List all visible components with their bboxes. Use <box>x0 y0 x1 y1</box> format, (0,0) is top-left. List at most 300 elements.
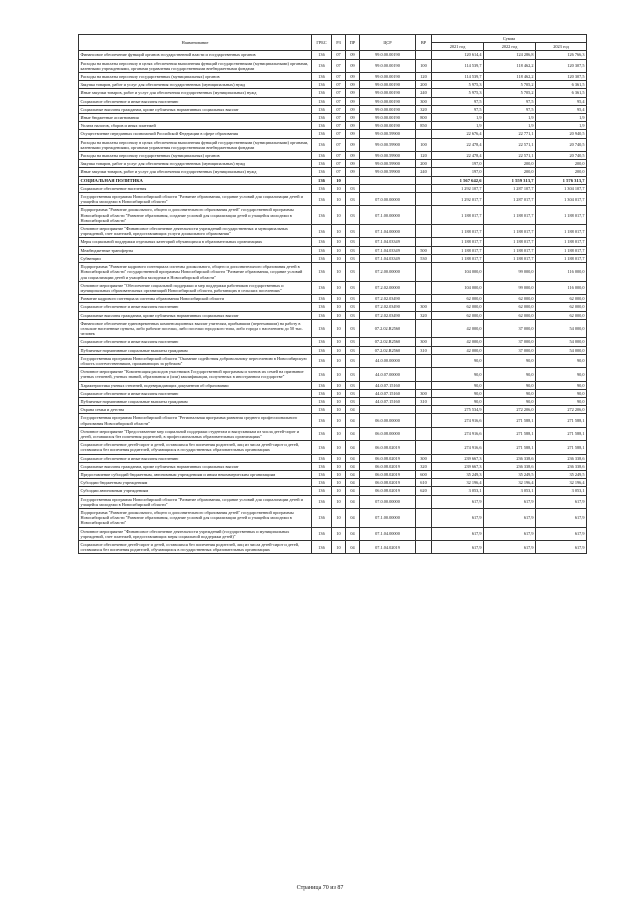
row-rz: 07 <box>332 97 346 105</box>
row-name: Основное мероприятие "Финансовое обеспечение деятельности учреждений (государственных и муниципальных учреждений, счет платежей, предоставляющих меры социальной поддержки детей)" <box>79 527 312 540</box>
row-sum-2023: 1,9 <box>536 114 587 122</box>
row-grbs: 136 <box>312 462 332 470</box>
row-vr <box>416 238 432 246</box>
row-sum-2022: 236 338,6 <box>484 454 536 462</box>
row-sum-2021: 22 478,4 <box>432 138 484 151</box>
row-sum-2023: 1 576 313,7 <box>536 176 587 184</box>
row-vr: 240 <box>416 89 432 97</box>
row-rz: 10 <box>332 295 346 303</box>
row-sum-2022: 1 188 017,7 <box>484 246 536 254</box>
row-grbs: 136 <box>312 495 332 508</box>
row-pr: 03 <box>346 381 360 389</box>
row-rz: 10 <box>332 281 346 294</box>
row-csr <box>360 406 416 414</box>
row-vr: 320 <box>416 311 432 319</box>
table-row <box>79 479 587 487</box>
row-sum-2023: 120 307,5 <box>536 59 587 72</box>
table-row <box>79 152 587 160</box>
row-sum-2022: 97,5 <box>484 105 536 113</box>
row-sum-2021: 1 188 017,7 <box>432 238 484 246</box>
table-row <box>79 130 587 138</box>
row-sum-2023: 236 338,6 <box>536 454 587 462</box>
row-sum-2023: 1 304 017,7 <box>536 193 587 206</box>
row-sum-2021: 114 539,7 <box>432 73 484 81</box>
table-row <box>79 509 587 528</box>
row-pr: 09 <box>346 81 360 89</box>
header-rz: РЗ <box>332 35 346 51</box>
row-grbs: 136 <box>312 527 332 540</box>
header-name: Наименование <box>79 35 312 51</box>
row-grbs: 136 <box>312 160 332 168</box>
table-row <box>79 462 587 470</box>
row-sum-2021: 274 916,6 <box>432 441 484 454</box>
row-sum-2021: 22 676,4 <box>432 130 484 138</box>
row-sum-2022: 272 206,0 <box>484 406 536 414</box>
row-sum-2023: 116 000,0 <box>536 281 587 294</box>
table-row <box>79 59 587 72</box>
row-sum-2021: 1 292 017,7 <box>432 193 484 206</box>
row-sum-2023: 20 740,5 <box>536 138 587 151</box>
row-pr: 09 <box>346 97 360 105</box>
row-rz: 07 <box>332 59 346 72</box>
row-grbs: 136 <box>312 470 332 478</box>
row-sum-2022: 90,0 <box>484 368 536 381</box>
row-sum-2022: 37 000,0 <box>484 338 536 346</box>
row-sum-2022: 5 705,2 <box>484 81 536 89</box>
row-csr: 99.0.00.00190 <box>360 73 416 81</box>
row-csr <box>360 184 416 192</box>
row-sum-2021: 1 188 017,7 <box>432 246 484 254</box>
row-pr: 04 <box>346 462 360 470</box>
row-sum-2021: 197,0 <box>432 168 484 176</box>
row-name: Социальное обеспечение и иные выплаты населению <box>79 303 312 311</box>
row-pr: 03 <box>346 319 360 338</box>
table-row <box>79 193 587 206</box>
row-pr: 03 <box>346 246 360 254</box>
row-rz: 10 <box>332 368 346 381</box>
row-name: Публичные нормативные социальные выплаты гражданам <box>79 397 312 405</box>
row-pr: 03 <box>346 295 360 303</box>
row-grbs: 136 <box>312 138 332 151</box>
row-sum-2021: 1 567 642,6 <box>432 176 484 184</box>
row-csr: 07.1.00.00000 <box>360 509 416 528</box>
row-vr: 100 <box>416 59 432 72</box>
row-csr: 44.0.07.15160 <box>360 381 416 389</box>
table-row <box>79 138 587 151</box>
row-vr <box>416 225 432 238</box>
table-row <box>79 319 587 338</box>
row-vr <box>416 541 432 554</box>
row-rz: 10 <box>332 479 346 487</box>
row-sum-2021: 62 000,0 <box>432 295 484 303</box>
row-grbs: 136 <box>312 89 332 97</box>
row-name: Государственная программа Новосибирской области "Оказание содействия добровольному переселению в Новосибирскую область соотечественников, проживающих за рубежом" <box>79 354 312 367</box>
row-pr: 03 <box>346 206 360 225</box>
row-rz: 07 <box>332 160 346 168</box>
row-grbs: 136 <box>312 59 332 72</box>
row-name: Уплата налогов, сборов и иных платежей <box>79 122 312 130</box>
row-sum-2021: 42 000,0 <box>432 338 484 346</box>
row-grbs: 136 <box>312 509 332 528</box>
row-sum-2023: 95,4 <box>536 105 587 113</box>
row-grbs: 136 <box>312 454 332 462</box>
row-grbs: 136 <box>312 73 332 81</box>
row-pr: 09 <box>346 59 360 72</box>
row-sum-2021: 120 614,4 <box>432 51 484 59</box>
row-csr: 44.0.07.00000 <box>360 368 416 381</box>
row-vr <box>416 381 432 389</box>
row-sum-2022: 3 053,1 <box>484 487 536 495</box>
row-sum-2023: 6 361,5 <box>536 81 587 89</box>
table-row <box>79 176 587 184</box>
row-name: Иные закупки товаров, работ и услуг для обеспечения государственных (муниципальных) нужд <box>79 89 312 97</box>
row-name: Расходы на выплаты персоналу государственных (муниципальных) органов <box>79 152 312 160</box>
row-name: Подпрограмма "Развитие кадрового потенциала системы дошкольного, общего и дополнительного образования детей в Новосибирской области" государственной программы Новосибирской области "Развитие образования, создание условий для социализации детей и учащейся молодежи в Новосибирской области" <box>79 263 312 282</box>
row-sum-2023: 35 249,5 <box>536 470 587 478</box>
row-rz: 10 <box>332 414 346 427</box>
row-sum-2022: 1 188 017,7 <box>484 238 536 246</box>
row-sum-2023: 1 304 107,7 <box>536 184 587 192</box>
row-rz: 10 <box>332 495 346 508</box>
row-pr: 04 <box>346 495 360 508</box>
row-rz: 10 <box>332 319 346 338</box>
row-csr <box>360 176 416 184</box>
row-csr: 99.0.00.00190 <box>360 51 416 59</box>
row-pr: 03 <box>346 225 360 238</box>
row-grbs: 136 <box>312 193 332 206</box>
row-name: Характеристика ученых степеней, подтверждающих документов об образовании <box>79 381 312 389</box>
header-grbs: ГРБС <box>312 35 332 51</box>
row-csr: 99.0.00.00190 <box>360 81 416 89</box>
table-row <box>79 368 587 381</box>
row-name: Социальные выплаты гражданам, кроме публичных нормативных социальных выплат <box>79 105 312 113</box>
row-grbs: 136 <box>312 381 332 389</box>
row-pr: 09 <box>346 152 360 160</box>
row-grbs: 136 <box>312 168 332 176</box>
row-sum-2021: 62 000,0 <box>432 303 484 311</box>
table-row <box>79 105 587 113</box>
row-csr: 07.1.04.00000 <box>360 225 416 238</box>
row-rz: 10 <box>332 346 346 354</box>
row-grbs: 136 <box>312 281 332 294</box>
row-csr: 07.2.02.R2560 <box>360 346 416 354</box>
row-rz: 10 <box>332 176 346 184</box>
table-row <box>79 470 587 478</box>
row-sum-2021: 1 188 017,7 <box>432 225 484 238</box>
row-rz: 10 <box>332 311 346 319</box>
row-sum-2023: 126 766,3 <box>536 51 587 59</box>
row-pr: 03 <box>346 311 360 319</box>
row-vr <box>416 319 432 338</box>
row-pr: 04 <box>346 527 360 540</box>
row-csr: 06.0.08.02019 <box>360 479 416 487</box>
table-row <box>79 281 587 294</box>
row-sum-2022: 32 196,4 <box>484 479 536 487</box>
row-name: Социальные выплаты гражданам, кроме публичных нормативных социальных выплат <box>79 311 312 319</box>
row-sum-2022: 1 188 017,7 <box>484 206 536 225</box>
row-grbs: 136 <box>312 338 332 346</box>
header-year-2022: 2022 год <box>484 43 536 51</box>
row-vr <box>416 414 432 427</box>
row-csr: 99.0.00.00190 <box>360 105 416 113</box>
row-name: Основное мероприятие "Обеспечение социальной поддержки и мер поддержки работников государственных и муниципальных образовательных организаций Новосибирской области, работающих в сельских поселениях" <box>79 281 312 294</box>
row-sum-2021: 1 188 017,7 <box>432 254 484 262</box>
row-sum-2023: 62 000,0 <box>536 303 587 311</box>
row-sum-2023: 95,4 <box>536 97 587 105</box>
row-csr: 07.2.00.00000 <box>360 263 416 282</box>
row-sum-2021: 35 249,3 <box>432 470 484 478</box>
row-vr <box>416 176 432 184</box>
row-vr: 800 <box>416 114 432 122</box>
table-row <box>79 346 587 354</box>
row-pr: 04 <box>346 414 360 427</box>
row-csr: 99.0.00.59900 <box>360 168 416 176</box>
row-csr: 07.1.00.00000 <box>360 206 416 225</box>
row-pr: 03 <box>346 303 360 311</box>
row-csr: 99.0.00.00190 <box>360 59 416 72</box>
row-vr: 610 <box>416 479 432 487</box>
row-grbs: 136 <box>312 354 332 367</box>
row-rz: 10 <box>332 381 346 389</box>
row-grbs: 136 <box>312 206 332 225</box>
row-vr <box>416 368 432 381</box>
row-rz: 10 <box>332 206 346 225</box>
row-pr: 09 <box>346 114 360 122</box>
table-row <box>79 238 587 246</box>
row-rz: 10 <box>332 254 346 262</box>
row-pr: 09 <box>346 168 360 176</box>
row-grbs: 136 <box>312 479 332 487</box>
row-rz: 07 <box>332 114 346 122</box>
row-csr: 06.0.00.00000 <box>360 414 416 427</box>
row-csr: 07.1.04.02019 <box>360 541 416 554</box>
row-sum-2022: 1 287 107,7 <box>484 184 536 192</box>
row-sum-2021: 97,5 <box>432 105 484 113</box>
row-csr: 07.1.04.03349 <box>360 238 416 246</box>
row-csr: 99.0.00.59900 <box>360 130 416 138</box>
row-sum-2023: 54 000,0 <box>536 319 587 338</box>
row-pr <box>346 176 360 184</box>
row-sum-2023: 90,0 <box>536 354 587 367</box>
row-vr: 600 <box>416 470 432 478</box>
row-vr: 300 <box>416 303 432 311</box>
row-csr: 07.0.00.00000 <box>360 193 416 206</box>
row-vr: 100 <box>416 138 432 151</box>
row-sum-2023: 1 188 017,7 <box>536 206 587 225</box>
row-pr: 04 <box>346 454 360 462</box>
row-name: Иные закупки товаров, работ и услуг для обеспечения государственных (муниципальных) нужд <box>79 168 312 176</box>
row-sum-2022: 271 588,1 <box>484 414 536 427</box>
row-sum-2022: 617,9 <box>484 541 536 554</box>
row-name: Субвенции <box>79 254 312 262</box>
row-sum-2023: 3 053,1 <box>536 487 587 495</box>
table-row <box>79 441 587 454</box>
table-row <box>79 338 587 346</box>
row-vr <box>416 281 432 294</box>
row-rz: 07 <box>332 51 346 59</box>
row-sum-2022: 90,0 <box>484 381 536 389</box>
table-row <box>79 454 587 462</box>
row-sum-2023: 6 361,5 <box>536 89 587 97</box>
row-vr: 200 <box>416 160 432 168</box>
row-sum-2021: 90,0 <box>432 389 484 397</box>
row-rz: 07 <box>332 89 346 97</box>
row-sum-2021: 617,9 <box>432 495 484 508</box>
row-sum-2023: 1 188 017,7 <box>536 225 587 238</box>
row-csr: 99.0.00.00190 <box>360 122 416 130</box>
row-pr: 09 <box>346 138 360 151</box>
row-name: Основное мероприятие "Предоставление мер социальной поддержки студентам и выпускникам из числа детей-сирот и детей, оставшихся без попечения родителей, в профессиональных образовательных организациях" <box>79 427 312 440</box>
row-grbs: 136 <box>312 295 332 303</box>
row-csr: 07.2.02.03490 <box>360 311 416 319</box>
row-grbs: 136 <box>312 389 332 397</box>
row-rz: 10 <box>332 246 346 254</box>
row-sum-2022: 1 287 017,7 <box>484 193 536 206</box>
row-rz: 10 <box>332 454 346 462</box>
row-name: Социальное обеспечение и иные выплаты населению <box>79 338 312 346</box>
row-vr: 310 <box>416 397 432 405</box>
row-sum-2022: 90,0 <box>484 389 536 397</box>
row-csr: 07.2.02.03490 <box>360 295 416 303</box>
row-pr: 03 <box>346 397 360 405</box>
row-sum-2021: 5 975,3 <box>432 81 484 89</box>
row-grbs: 136 <box>312 319 332 338</box>
table-row <box>79 122 587 130</box>
row-sum-2023: 236 338,6 <box>536 462 587 470</box>
row-csr: 06.0.08.02019 <box>360 470 416 478</box>
row-csr: 07.2.02.R2560 <box>360 338 416 346</box>
row-sum-2021: 1 292 107,7 <box>432 184 484 192</box>
table-row <box>79 414 587 427</box>
row-sum-2022: 37 000,0 <box>484 346 536 354</box>
row-rz: 07 <box>332 130 346 138</box>
row-vr <box>416 206 432 225</box>
row-rz: 10 <box>332 354 346 367</box>
table-row <box>79 487 587 495</box>
row-csr: 07.1.04.03349 <box>360 254 416 262</box>
row-vr: 530 <box>416 254 432 262</box>
row-sum-2021: 90,0 <box>432 368 484 381</box>
row-sum-2023: 617,9 <box>536 495 587 508</box>
row-name: Расходы на выплаты персоналу государственных (муниципальных) органов <box>79 73 312 81</box>
row-grbs: 136 <box>312 246 332 254</box>
row-csr: 07.2.02.03490 <box>360 303 416 311</box>
row-pr: 04 <box>346 487 360 495</box>
row-pr: 03 <box>346 263 360 282</box>
row-vr: 320 <box>416 462 432 470</box>
row-sum-2022: 22 571,1 <box>484 152 536 160</box>
row-name: Публичные нормативные социальные выплаты гражданам <box>79 346 312 354</box>
row-sum-2021: 3 053,1 <box>432 487 484 495</box>
table-header <box>79 35 587 51</box>
budget-sheet <box>78 34 586 554</box>
row-name: Социальное обеспечение детей-сирот и детей, оставшихся без попечения родителей, лиц из числа детей-сирот и детей, оставшихся без попечения родителей, обучающихся в государственных образовательных организациях <box>79 541 312 554</box>
table-row <box>79 168 587 176</box>
row-vr: 240 <box>416 168 432 176</box>
row-name: Межбюджетные трансферты <box>79 246 312 254</box>
row-sum-2023: 32 196,4 <box>536 479 587 487</box>
row-pr: 09 <box>346 51 360 59</box>
row-vr <box>416 427 432 440</box>
row-sum-2022: 62 000,0 <box>484 295 536 303</box>
row-rz: 07 <box>332 73 346 81</box>
row-grbs: 136 <box>312 303 332 311</box>
row-sum-2022: 1 188 017,7 <box>484 225 536 238</box>
row-sum-2022: 617,9 <box>484 495 536 508</box>
row-sum-2022: 271 588,1 <box>484 441 536 454</box>
row-csr: 44.0.00.00000 <box>360 354 416 367</box>
row-grbs: 136 <box>312 152 332 160</box>
table-row <box>79 73 587 81</box>
row-vr: 850 <box>416 122 432 130</box>
row-sum-2021: 104 000,0 <box>432 263 484 282</box>
row-sum-2022: 62 000,0 <box>484 311 536 319</box>
row-sum-2021: 1 188 017,7 <box>432 206 484 225</box>
header-year-2021: 2021 год <box>432 43 484 51</box>
row-csr: 99.0.00.59900 <box>360 138 416 151</box>
row-sum-2022: 200,0 <box>484 168 536 176</box>
row-grbs: 136 <box>312 406 332 414</box>
row-name: Государственная программа Новосибирской области "Развитие образования, создание условий для социализации детей и учащейся молодежи в Новосибирской области" <box>79 495 312 508</box>
row-name: Социальное обеспечение и иные выплаты населению <box>79 389 312 397</box>
table-row <box>79 206 587 225</box>
row-pr: 04 <box>346 479 360 487</box>
row-csr: 07.1.04.00000 <box>360 527 416 540</box>
row-sum-2023: 20 940,5 <box>536 130 587 138</box>
header-year-2023: 2023 год <box>536 43 587 51</box>
row-csr: 44.0.07.15160 <box>360 389 416 397</box>
row-grbs: 136 <box>312 263 332 282</box>
row-name: Расходы на выплаты персоналу в целях обеспечения выполнения функций государственными (муниципальными) органами, казенными учреждениями, органами управления государственными внебюджетными фондами <box>79 138 312 151</box>
row-pr: 04 <box>346 541 360 554</box>
row-sum-2023: 200,0 <box>536 160 587 168</box>
row-sum-2023: 116 000,0 <box>536 263 587 282</box>
row-sum-2021: 22 478,4 <box>432 152 484 160</box>
header-pr: ПР <box>346 35 360 51</box>
row-sum-2021: 97,5 <box>432 97 484 105</box>
row-csr: 07.2.02.R2560 <box>360 319 416 338</box>
row-vr: 320 <box>416 105 432 113</box>
row-csr: 99.0.00.00190 <box>360 97 416 105</box>
row-rz: 10 <box>332 406 346 414</box>
row-rz: 07 <box>332 152 346 160</box>
row-name: Социальное обеспечение и иные выплаты населению <box>79 454 312 462</box>
row-grbs: 136 <box>312 176 332 184</box>
row-rz: 10 <box>332 462 346 470</box>
row-sum-2022: 617,9 <box>484 509 536 528</box>
row-sum-2023: 90,0 <box>536 389 587 397</box>
row-pr: 09 <box>346 73 360 81</box>
row-sum-2021: 5 975,3 <box>432 89 484 97</box>
row-name: Осуществление переданных полномочий Российской Федерации в сфере образования <box>79 130 312 138</box>
row-pr: 03 <box>346 338 360 346</box>
row-sum-2022: 22 571,1 <box>484 138 536 151</box>
row-sum-2021: 62 000,0 <box>432 311 484 319</box>
row-name: Государственная программа Новосибирской области "Развитие образования, создание условий для социализации детей и учащейся молодежи в Новосибирской области" <box>79 193 312 206</box>
row-csr: 07.1.04.03349 <box>360 246 416 254</box>
row-csr: 99.0.00.00190 <box>360 89 416 97</box>
row-grbs: 136 <box>312 397 332 405</box>
row-name: Государственная программа Новосибирской области "Региональная программа развития среднего профессионального образования Новосибирской области" <box>79 414 312 427</box>
row-name: Субсидии бюджетным учреждениям <box>79 479 312 487</box>
row-sum-2022: 271 588,1 <box>484 427 536 440</box>
row-csr: 99.0.00.00190 <box>360 114 416 122</box>
row-sum-2022: 1,9 <box>484 122 536 130</box>
row-csr: 07.2.02.00000 <box>360 281 416 294</box>
row-grbs: 136 <box>312 368 332 381</box>
row-vr <box>416 509 432 528</box>
row-sum-2023: 617,9 <box>536 509 587 528</box>
